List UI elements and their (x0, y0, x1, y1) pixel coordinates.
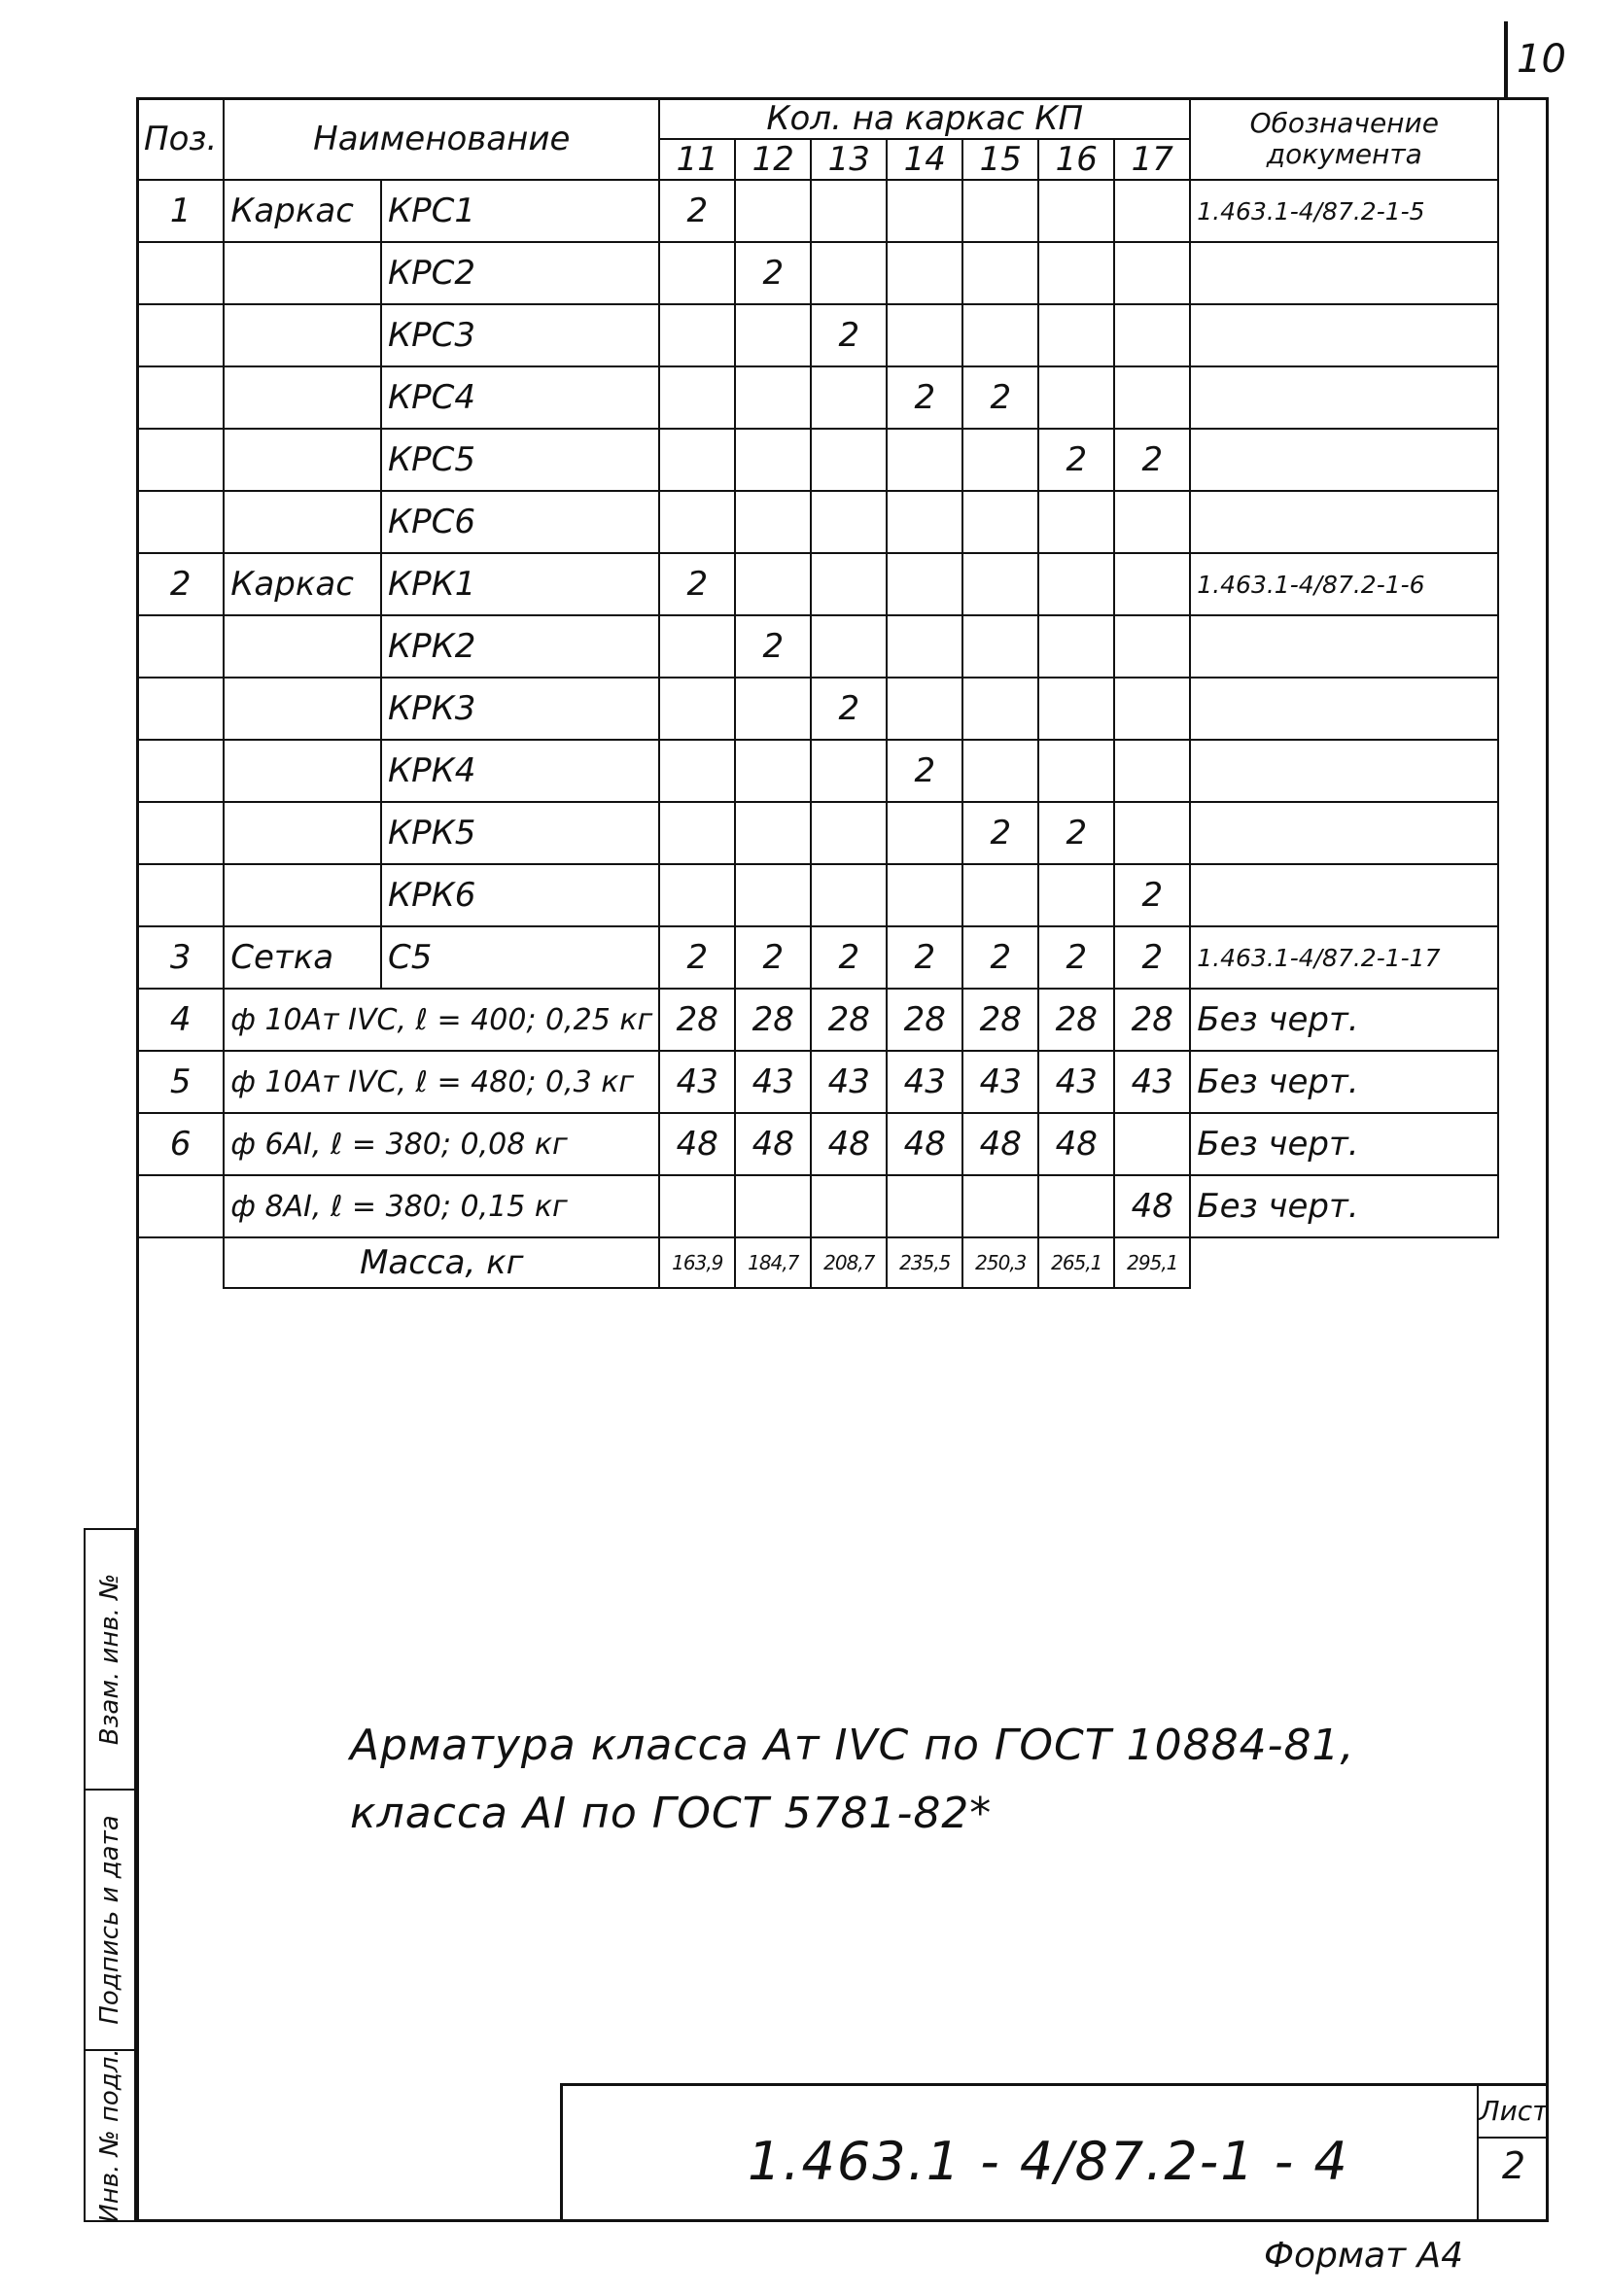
cell-qty (811, 366, 887, 429)
cell-mark: КРК2 (381, 615, 659, 678)
cell-pos: 5 (137, 1051, 224, 1113)
cell-qty (659, 615, 735, 678)
table-row (137, 678, 1498, 740)
cell-qty (735, 553, 811, 615)
mass-value: 250,3 (962, 1237, 1038, 1288)
cell-qty: 48 (1038, 1113, 1114, 1175)
cell-qty (735, 1175, 811, 1237)
cell-doc (1190, 304, 1498, 366)
cell-qty (811, 242, 887, 304)
page-number: 10 (1517, 37, 1566, 82)
cell-qty (1038, 491, 1114, 553)
cell-qty (1114, 242, 1190, 304)
cell-qty (962, 615, 1038, 678)
cell-qty (962, 553, 1038, 615)
cell-mark: КРК3 (381, 678, 659, 740)
mass-value: 208,7 (811, 1237, 887, 1288)
cell-mark: КРК5 (381, 802, 659, 864)
cell-pos (137, 864, 224, 926)
mass-value: 184,7 (735, 1237, 811, 1288)
header-doc: Обозначение документа (1190, 98, 1498, 180)
table-row (137, 864, 1498, 926)
cell-qty (735, 429, 811, 491)
cell-qty (811, 615, 887, 678)
mass-doc-blank (1190, 1237, 1498, 1288)
cell-qty: 2 (1114, 429, 1190, 491)
cell-name (224, 740, 381, 802)
sidebar-podpis-data (84, 1789, 136, 2051)
cell-qty (887, 304, 962, 366)
header-qty-col: 14 (887, 139, 962, 180)
cell-qty (811, 864, 887, 926)
sidebar-podpis-label: Подпись и дата (95, 1815, 124, 2025)
cell-qty: 43 (962, 1051, 1038, 1113)
cell-qty (811, 491, 887, 553)
cell-qty (1038, 366, 1114, 429)
sheet-column (1477, 2086, 1549, 2222)
cell-qty (811, 802, 887, 864)
cell-name: Сетка (224, 926, 381, 989)
cell-doc: 1.463.1-4/87.2-1-17 (1190, 926, 1498, 989)
format-label: Формат А4 (1264, 2236, 1464, 2276)
table-row (137, 802, 1498, 864)
cell-name (224, 242, 381, 304)
cell-pos (137, 678, 224, 740)
cell-pos: 4 (137, 989, 224, 1051)
table-row (137, 553, 1498, 615)
cell-qty (659, 802, 735, 864)
mass-value: 265,1 (1038, 1237, 1114, 1288)
cell-qty: 28 (962, 989, 1038, 1051)
cell-pos (137, 802, 224, 864)
mass-label: Масса, кг (224, 1237, 659, 1288)
cell-qty (1114, 615, 1190, 678)
cell-qty: 28 (887, 989, 962, 1051)
cell-pos (137, 366, 224, 429)
cell-qty (735, 491, 811, 553)
cell-name (224, 429, 381, 491)
cell-qty: 2 (962, 366, 1038, 429)
cell-qty (811, 740, 887, 802)
cell-name (224, 304, 381, 366)
cell-name (224, 366, 381, 429)
cell-qty: 2 (659, 553, 735, 615)
cell-pos (137, 740, 224, 802)
header-qty-col: 15 (962, 139, 1038, 180)
cell-qty: 2 (735, 615, 811, 678)
cell-qty: 28 (735, 989, 811, 1051)
cell-qty (659, 1175, 735, 1237)
cell-qty (962, 740, 1038, 802)
cell-qty (659, 740, 735, 802)
cell-pos (137, 615, 224, 678)
cell-qty (962, 180, 1038, 242)
cell-qty: 2 (811, 678, 887, 740)
cell-qty (1114, 802, 1190, 864)
cell-qty (1038, 180, 1114, 242)
cell-name (224, 491, 381, 553)
cell-qty (962, 678, 1038, 740)
header-qty-col: 12 (735, 139, 811, 180)
cell-qty: 28 (1038, 989, 1114, 1051)
mass-blank (137, 1237, 224, 1288)
cell-qty (659, 242, 735, 304)
mass-value: 295,1 (1114, 1237, 1190, 1288)
cell-pos (137, 304, 224, 366)
cell-qty (1038, 864, 1114, 926)
sheet-number: 2 (1501, 2144, 1526, 2187)
cell-qty (887, 180, 962, 242)
cell-doc: Без черт. (1190, 1113, 1498, 1175)
header-qty-col: 17 (1114, 139, 1190, 180)
cell-qty (735, 740, 811, 802)
cell-qty (962, 1175, 1038, 1237)
cell-qty: 48 (887, 1113, 962, 1175)
table-row (137, 615, 1498, 678)
cell-qty (1038, 615, 1114, 678)
cell-qty: 2 (887, 366, 962, 429)
cell-qty (962, 429, 1038, 491)
cell-qty (735, 802, 811, 864)
cell-mark: КРС4 (381, 366, 659, 429)
cell-qty (735, 180, 811, 242)
table-row (137, 1051, 1498, 1113)
cell-qty: 2 (811, 926, 887, 989)
table-row (137, 1113, 1498, 1175)
cell-qty: 48 (1114, 1175, 1190, 1237)
cell-qty: 43 (1038, 1051, 1114, 1113)
cell-qty: 2 (811, 304, 887, 366)
cell-mark: С5 (381, 926, 659, 989)
cell-name (224, 864, 381, 926)
cell-qty (1038, 553, 1114, 615)
sidebar-vzam-inv (84, 1528, 136, 1791)
cell-qty: 2 (735, 242, 811, 304)
cell-qty: 48 (735, 1113, 811, 1175)
header-name: Наименование (224, 98, 659, 180)
cell-mark: КРС5 (381, 429, 659, 491)
cell-qty (1114, 740, 1190, 802)
cell-qty (1114, 304, 1190, 366)
table-row (137, 180, 1498, 242)
cell-qty (1038, 304, 1114, 366)
title-block (560, 2083, 1549, 2222)
cell-qty (1114, 180, 1190, 242)
cell-pos: 1 (137, 180, 224, 242)
cell-qty (887, 553, 962, 615)
cell-qty (735, 864, 811, 926)
table-row (137, 1175, 1498, 1237)
cell-name: ф 10Ат IVС, ℓ = 480; 0,3 кг (224, 1051, 659, 1113)
cell-mark: КРС2 (381, 242, 659, 304)
cell-qty (887, 1175, 962, 1237)
cell-mark: КРК6 (381, 864, 659, 926)
cell-qty (659, 429, 735, 491)
header-qty-col: 13 (811, 139, 887, 180)
header-row (137, 98, 1498, 139)
cell-qty (887, 491, 962, 553)
cell-qty (659, 678, 735, 740)
cell-doc (1190, 366, 1498, 429)
cell-doc: 1.463.1-4/87.2-1-6 (1190, 553, 1498, 615)
cell-mark: КРС1 (381, 180, 659, 242)
table-row (137, 304, 1498, 366)
cell-qty: 28 (811, 989, 887, 1051)
specification-table (136, 97, 1499, 1289)
cell-doc (1190, 678, 1498, 740)
cell-qty (1114, 491, 1190, 553)
cell-qty (887, 615, 962, 678)
cell-qty (811, 180, 887, 242)
cell-qty (811, 1175, 887, 1237)
cell-qty (659, 366, 735, 429)
cell-qty: 43 (887, 1051, 962, 1113)
cell-mark: КРС6 (381, 491, 659, 553)
cell-qty (887, 242, 962, 304)
cell-name (224, 678, 381, 740)
cell-qty (887, 678, 962, 740)
note-line-1: Арматура класса Ат IVС по ГОСТ 10884-81, (350, 1721, 1355, 1770)
cell-qty: 43 (811, 1051, 887, 1113)
cell-qty: 43 (1114, 1051, 1190, 1113)
cell-qty: 2 (887, 926, 962, 989)
header-qty-col: 16 (1038, 139, 1114, 180)
table-row (137, 366, 1498, 429)
cell-pos (137, 1175, 224, 1237)
cell-pos (137, 491, 224, 553)
cell-qty (811, 553, 887, 615)
cell-qty (1038, 1175, 1114, 1237)
cell-name: Каркас (224, 553, 381, 615)
cell-doc (1190, 740, 1498, 802)
cell-name: Каркас (224, 180, 381, 242)
sidebar-inv-podl (84, 2049, 136, 2222)
table-row (137, 242, 1498, 304)
cell-qty (887, 864, 962, 926)
cell-qty: 28 (659, 989, 735, 1051)
cell-qty: 2 (962, 926, 1038, 989)
cell-qty (811, 429, 887, 491)
cell-qty (962, 304, 1038, 366)
cell-qty (659, 864, 735, 926)
table-row (137, 491, 1498, 553)
cell-doc (1190, 864, 1498, 926)
cell-name: ф 8АI, ℓ = 380; 0,15 кг (224, 1175, 659, 1237)
table-row (137, 429, 1498, 491)
cell-qty: 2 (1114, 864, 1190, 926)
cell-name: ф 10Ат IVС, ℓ = 400; 0,25 кг (224, 989, 659, 1051)
sheet-label: Лист (1479, 2086, 1549, 2139)
cell-qty: 2 (659, 180, 735, 242)
cell-qty (962, 242, 1038, 304)
cell-qty (735, 366, 811, 429)
cell-doc: Без черт. (1190, 989, 1498, 1051)
cell-qty: 2 (735, 926, 811, 989)
cell-qty (887, 429, 962, 491)
sidebar-vzam-label: Взам. инв. № (95, 1573, 124, 1746)
cell-doc: Без черт. (1190, 1051, 1498, 1113)
cell-qty: 2 (1038, 802, 1114, 864)
mass-value: 235,5 (887, 1237, 962, 1288)
cell-mark: КРС3 (381, 304, 659, 366)
header-qty-col: 11 (659, 139, 735, 180)
cell-qty (962, 491, 1038, 553)
cell-qty: 2 (887, 740, 962, 802)
note-line-2: класса АI по ГОСТ 5781-82* (350, 1789, 993, 1838)
cell-qty (887, 802, 962, 864)
cell-doc: 1.463.1-4/87.2-1-5 (1190, 180, 1498, 242)
cell-doc (1190, 802, 1498, 864)
cell-qty: 43 (735, 1051, 811, 1113)
document-code: 1.463.1 - 4/87.2-1 - 4 (748, 2131, 1349, 2192)
cell-name (224, 802, 381, 864)
cell-doc (1190, 242, 1498, 304)
cell-qty: 2 (962, 802, 1038, 864)
cell-doc (1190, 615, 1498, 678)
cell-qty (659, 304, 735, 366)
cell-qty: 48 (811, 1113, 887, 1175)
cell-qty (735, 678, 811, 740)
cell-qty (735, 304, 811, 366)
cell-mark: КРК4 (381, 740, 659, 802)
cell-pos: 6 (137, 1113, 224, 1175)
mass-row (137, 1237, 1498, 1288)
cell-qty (659, 491, 735, 553)
mass-value: 163,9 (659, 1237, 735, 1288)
cell-qty (1038, 678, 1114, 740)
cell-name (224, 615, 381, 678)
header-qty-group: Кол. на каркас КП (659, 98, 1190, 139)
cell-doc (1190, 491, 1498, 553)
sidebar-inv-label: Инв. № подл. (95, 2048, 124, 2223)
cell-qty: 43 (659, 1051, 735, 1113)
page-number-rule (1504, 21, 1508, 97)
cell-qty: 48 (659, 1113, 735, 1175)
cell-qty (1038, 242, 1114, 304)
cell-qty: 2 (1114, 926, 1190, 989)
cell-pos: 3 (137, 926, 224, 989)
cell-qty: 48 (962, 1113, 1038, 1175)
table-row (137, 926, 1498, 989)
cell-qty (1114, 678, 1190, 740)
header-pos: Поз. (137, 98, 224, 180)
cell-qty (1114, 366, 1190, 429)
cell-qty: 2 (1038, 926, 1114, 989)
cell-qty (1038, 740, 1114, 802)
cell-name: ф 6АI, ℓ = 380; 0,08 кг (224, 1113, 659, 1175)
cell-pos: 2 (137, 553, 224, 615)
cell-doc (1190, 429, 1498, 491)
cell-qty: 28 (1114, 989, 1190, 1051)
table-row (137, 989, 1498, 1051)
cell-qty (962, 864, 1038, 926)
cell-qty: 2 (659, 926, 735, 989)
cell-doc: Без черт. (1190, 1175, 1498, 1237)
cell-pos (137, 429, 224, 491)
cell-mark: КРК1 (381, 553, 659, 615)
cell-qty (1114, 1113, 1190, 1175)
table-row (137, 740, 1498, 802)
cell-qty: 2 (1038, 429, 1114, 491)
cell-qty (1114, 553, 1190, 615)
cell-pos (137, 242, 224, 304)
